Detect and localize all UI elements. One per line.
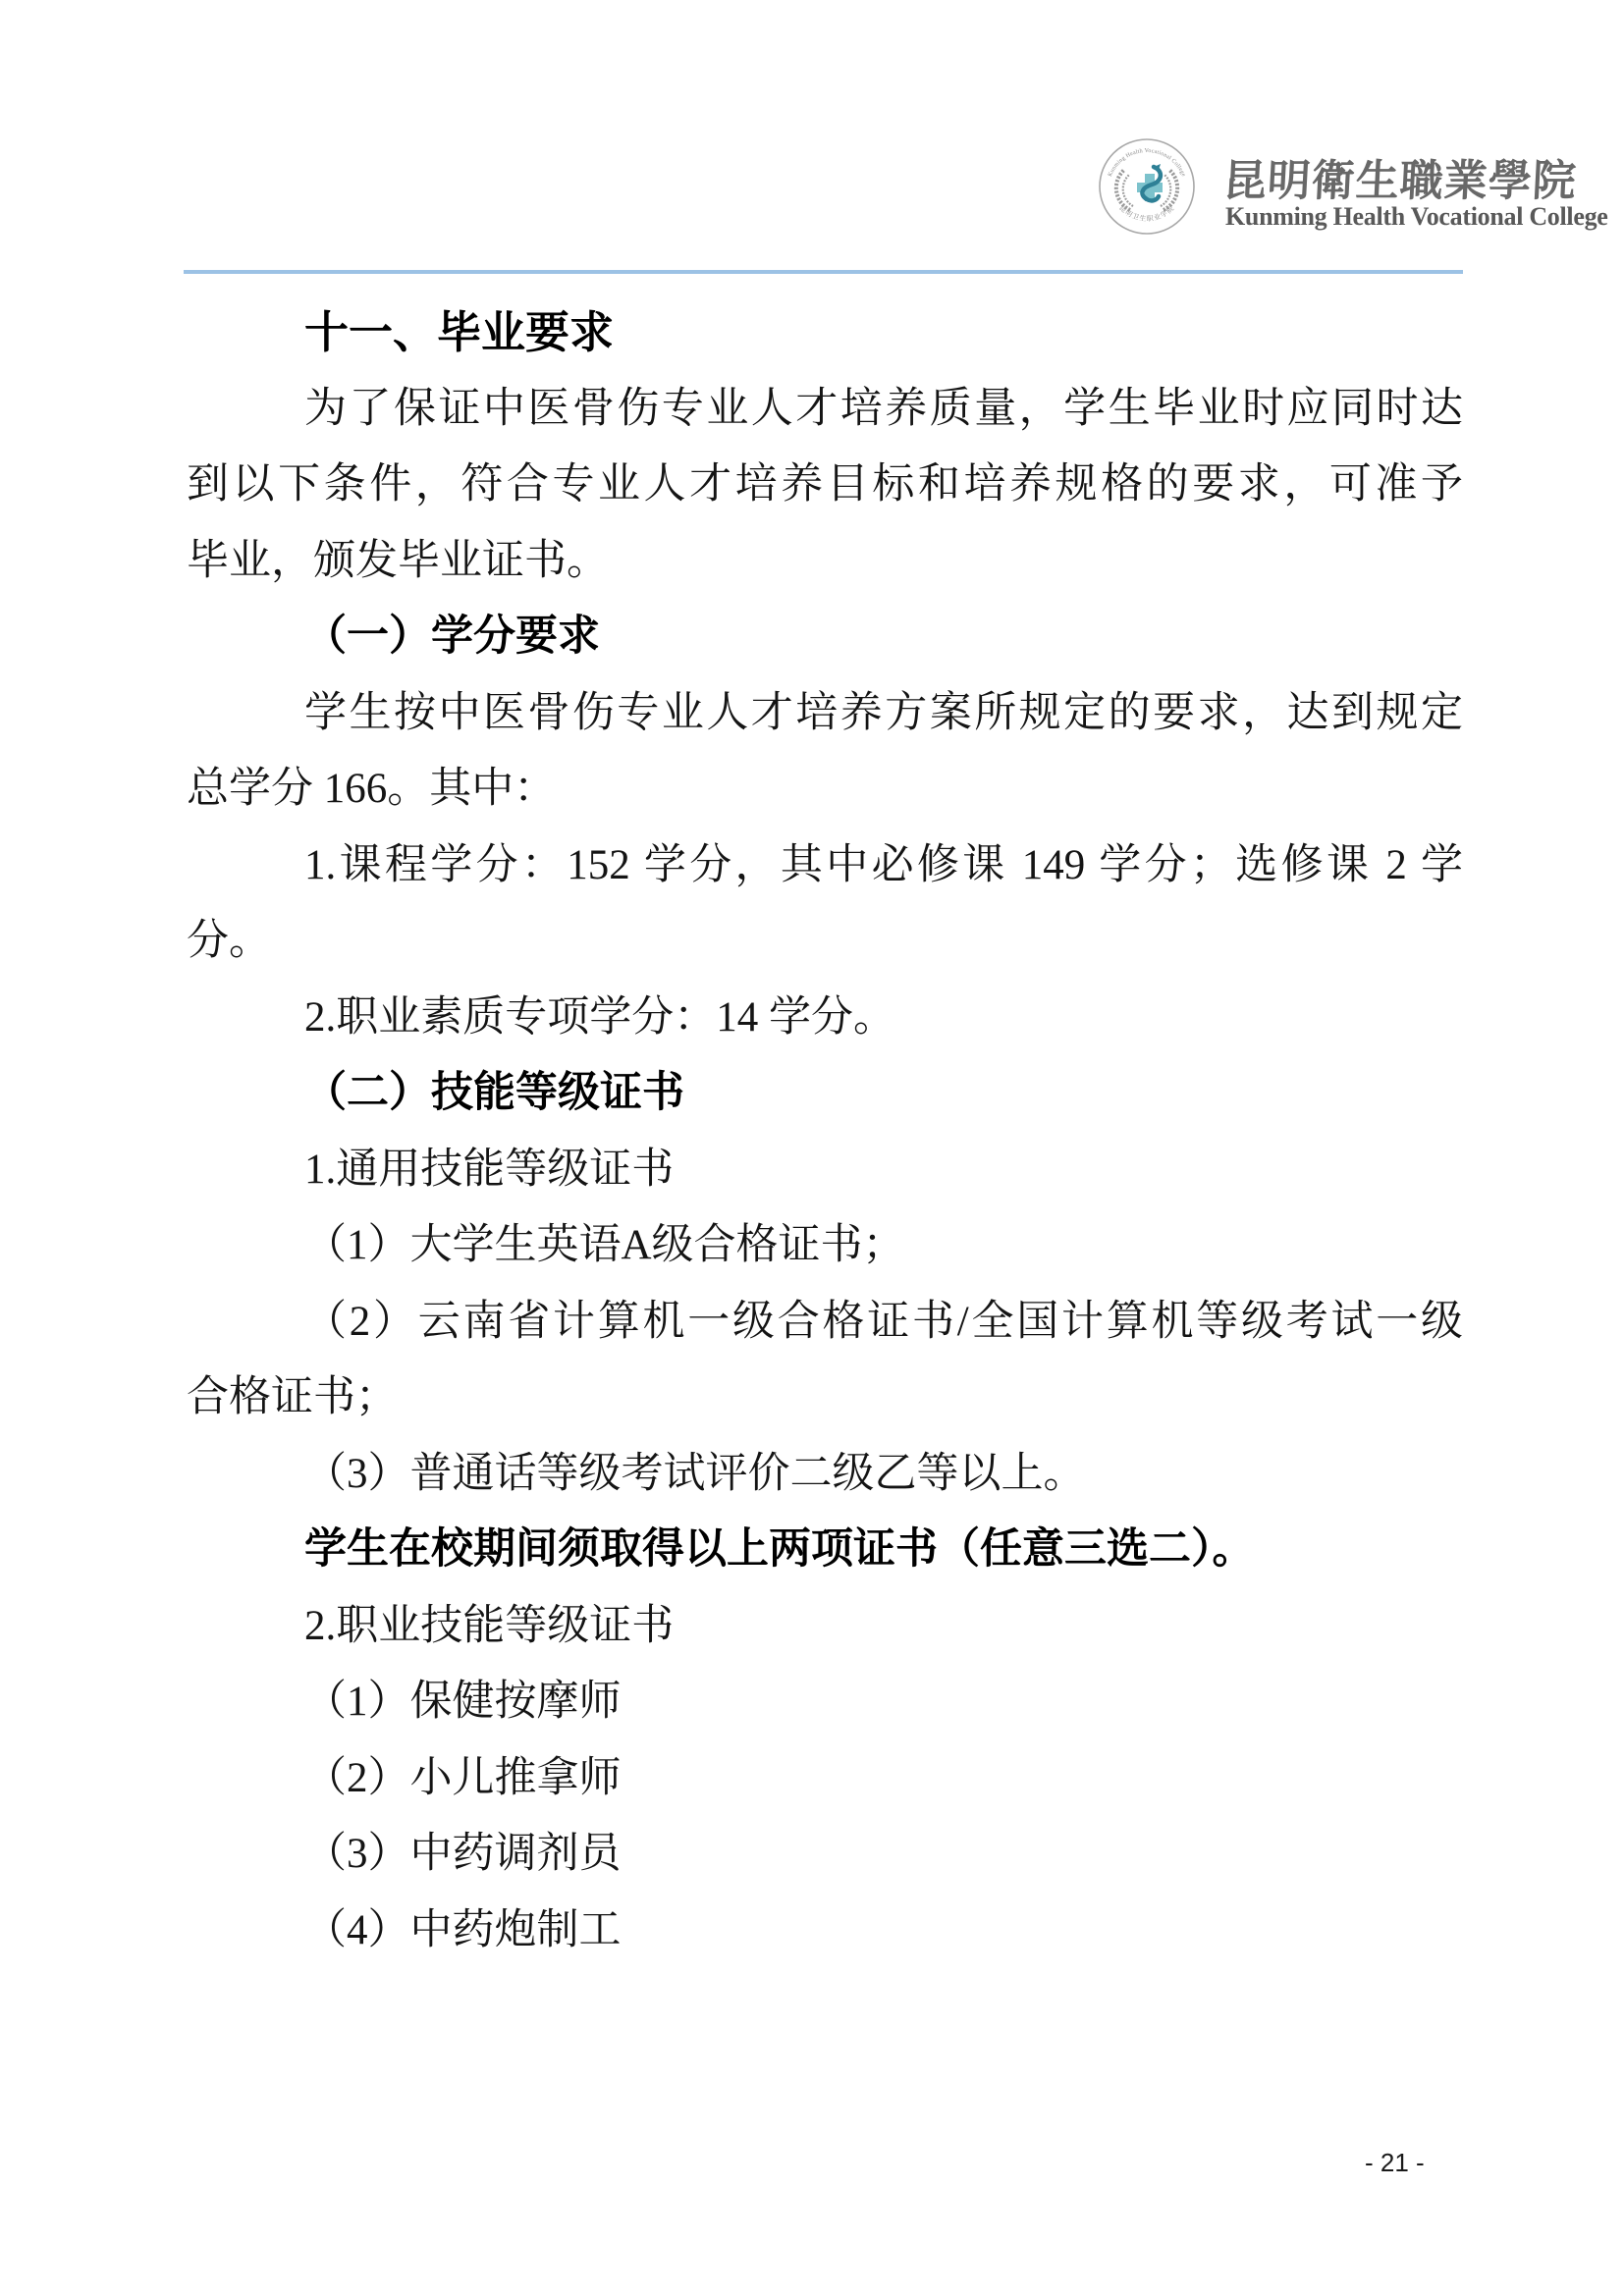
college-name-calligraphy: 昆明衛生職業學院 [1221, 156, 1579, 206]
body-line: （1）保健按摩师 [304, 1679, 622, 1725]
body-line: （1）大学生英语A级合格证书； [304, 1222, 905, 1268]
document-body [187, 294, 1463, 1968]
body-line: 2.职业技能等级证书 [304, 1602, 675, 1649]
college-name-english: Kunming Health Vocational College [1225, 202, 1608, 231]
emphasized-line: 学生在校期间须取得以上两项证书（任意三选二）。 [304, 1526, 1255, 1573]
body-line: （2）云南省计算机一级合格证书/全国计算机等级考试一级 [304, 1298, 1463, 1345]
page-header [0, 0, 1624, 275]
page-number: - 21 - [1365, 2148, 1425, 2177]
sub-heading: （一）学分要求 [304, 614, 600, 660]
body-line: （3）普通话等级考试评价二级乙等以上。 [304, 1450, 1086, 1497]
body-line: 1.通用技能等级证书 [304, 1146, 675, 1193]
body-line: （2）小儿推拿师 [304, 1754, 622, 1801]
body-line: 毕业，颁发毕业证书。 [187, 537, 609, 584]
section-heading: 十一、毕业要求 [304, 307, 615, 357]
seal-ring-text-en: Kunming Health Vocational College [1107, 147, 1187, 178]
body-line: 1.课程学分：152 学分，其中必修课 149 学分；选修课 2 学 [304, 841, 1463, 888]
body-line: 到以下条件，符合专业人才培养目标和培养规格的要求，可准予 [187, 461, 1463, 507]
sub-heading: （二）技能等级证书 [304, 1070, 684, 1116]
body-line: （3）中药调剂员 [304, 1831, 622, 1877]
body-line: （4）中药炮制工 [304, 1906, 622, 1953]
body-line: 总学分 166。其中： [187, 766, 557, 812]
body-line: 学生按中医骨伤专业人才培养方案所规定的要求，达到规定 [304, 689, 1463, 736]
body-line: 合格证书； [187, 1374, 398, 1420]
body-line: 分。 [187, 918, 271, 964]
body-line: 为了保证中医骨伤专业人才培养质量，学生毕业时应同时达 [304, 385, 1463, 432]
header-divider-rule [184, 270, 1463, 274]
body-line: 2.职业素质专项学分：14 学分。 [304, 993, 895, 1041]
seal-ring-text-zh: 昆明卫生职业学院 [1117, 203, 1176, 224]
college-seal-logo [1098, 137, 1196, 236]
